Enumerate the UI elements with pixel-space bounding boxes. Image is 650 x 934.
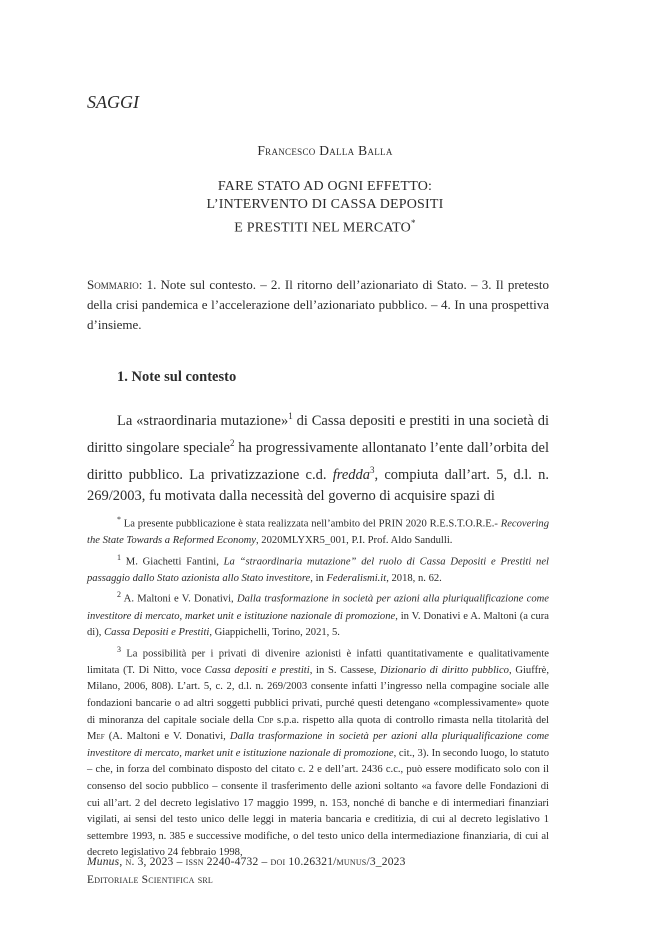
title-line-3	[0, 214, 650, 238]
footnote-text: , cit., 3). In secondo luogo, lo statuto – che, in forza del combinato disposto del citato c. 2 e dell’art. 2436 c.c., può essere modificato solo con il consenso del socio pubblico – consente il trasferimento delle azioni soltanto «a favore delle Fondazioni di cui all’art. 2 del decreto legislativo 17 maggio 1999, n. 153, nonché di banche e di intermediari finanziari vigilati, ai sensi del testo unico delle leggi in materia bancaria e creditizia, di cui al decreto legislativo 1 settembre 1993, n. 385 e successive modifiche, o del testo unico della intermediazione finanziaria, di cui al decreto legislativo 24 febbraio 1998,	[87, 747, 549, 859]
footnote-italic: Dizionario di diritto pubblico	[380, 664, 509, 676]
footnote-text: (A. Maltoni e V. Donativi,	[104, 731, 230, 743]
footnote-italic: Federalismi.it	[326, 572, 387, 584]
section-heading: 1. Note sul contesto	[117, 369, 237, 385]
body-segment: ha progressivamente allontanato l’ente dall’orbita del diritto pubblico. La privatizzazione c.d.	[87, 439, 549, 483]
footnote-text: M. Giachetti Fantini,	[121, 556, 224, 568]
footnote-italic: La “straordinaria mutazione” del ruolo di Cassa Depositi e Prestiti nel passaggio dallo Stato azionista allo Stato investitore	[87, 556, 549, 584]
footnote-italic: Dalla trasformazione in società per azioni alla pluriqualificazione come investitore di mercato, market unit e istituzione nazionale di promozione	[87, 593, 549, 622]
summary-label: Sommario	[87, 277, 139, 292]
footnote-text: A. Maltoni e V. Donativi,	[121, 593, 237, 605]
page-footer	[87, 853, 549, 889]
footnote-text: La presente pubblicazione è stata realizzata nell’ambito del PRIN 2020 R.E.S.T.O.R.E.-	[121, 518, 501, 530]
footnote-mark: 2	[117, 590, 121, 600]
footnote-ref-3[interactable]: 3	[370, 464, 375, 475]
footnote-text: La possibilità per i privati di divenire azionisti è infatti quantitativamente e qualitativamente limitata (T. Di Nitto, voce	[87, 648, 549, 676]
title-footnote-mark[interactable]: *	[410, 218, 416, 228]
footnote-acronym: Cdp	[257, 714, 274, 726]
section-label: SAGGI	[87, 92, 139, 112]
article-author: Francesco Dalla Balla	[257, 143, 393, 158]
footnote-ref-1[interactable]: 1	[288, 411, 293, 421]
footnote-acronym: Mef	[87, 731, 105, 743]
footnote-2	[87, 587, 549, 641]
footer-publisher: Editoriale Scientifica srl	[87, 874, 213, 886]
footnotes	[87, 512, 549, 862]
journal-issue: , n. 3, 2023 – issn 2240-4732 – doi 10.26321/munus/3_2023	[119, 856, 406, 868]
body-paragraph	[87, 405, 549, 507]
footnote-3	[87, 642, 549, 862]
footnote-italic: Recovering the State Towards a Reformed Economy	[87, 518, 549, 547]
article-title	[0, 178, 650, 238]
footnote-text: , Giappichelli, Torino, 2021, 5.	[209, 627, 340, 639]
footnote-text: , 2018, n. 62.	[386, 572, 442, 584]
summary-text: : 1. Note sul contesto. – 2. Il ritorno dell’azionariato di Stato. – 3. Il pretesto della crisi pandemica e l’accelerazione dell’azionariato pubblico. – 4. In una prospettiva d’insieme.	[87, 277, 549, 332]
footnote-1	[87, 550, 549, 588]
footnote-ref-2[interactable]: 2	[229, 437, 235, 448]
body-segment: La «straordinaria mutazione»	[117, 412, 289, 429]
footnote-text: , 2020MLYXR5_001, P.I. Prof. Aldo Sandulli.	[256, 535, 453, 547]
title-line-2: L’INTERVENTO DI CASSA DEPOSITI	[206, 197, 444, 212]
article-summary	[87, 275, 549, 335]
footnote-text: , in S. Cassese,	[309, 664, 381, 676]
journal-name: Munus	[87, 856, 120, 868]
title-line-1: FARE STATO AD OGNI EFFETTO:	[217, 179, 433, 194]
footnote-italic: Cassa depositi e prestiti	[204, 664, 310, 676]
body-italic-term: fredda	[332, 466, 371, 483]
footnote-star	[87, 512, 549, 550]
footnote-text: , in	[310, 572, 327, 584]
title-line-3-text: E PRESTITI NEL MERCATO	[234, 220, 411, 236]
footnote-mark: *	[117, 515, 121, 524]
footnote-text: , Giuffrè, Milano, 2006, 808). L’art. 5, c. 2, d.l. n. 269/2003 consente infatti l’ingresso nella compagine sociale alle fondazioni bancarie o ad altri soggetti pubblici privati, purché questi detengano «complessivamente» quote di minoranza del capitale sociale della	[87, 664, 549, 726]
footnote-text: , in V. Donativi e A. Maltoni (a cura di),	[87, 610, 550, 639]
footnote-italic: Dalla trasformazione in società per azioni alla pluriqualificazione come investitore di mercato, market unit e istituzione nazionale di promozione	[87, 731, 549, 759]
footnote-italic: Cassa Depositi e Prestiti	[104, 627, 210, 639]
body-segment: , compiuta dall’art. 5, d.l. n. 269/2003, fu motivata dalla necessità del governo di acquisire spazi di	[87, 466, 549, 505]
footnote-mark: 3	[117, 644, 121, 654]
body-segment: di Cassa depositi e prestiti in una società di diritto singolare speciale	[87, 412, 549, 456]
footnote-text: s.p.a. rispetto alla quota di controllo rimasta nella titolarità del	[273, 714, 550, 726]
footer-citation	[87, 853, 549, 871]
footnote-mark: 1	[117, 552, 121, 562]
body-text	[87, 405, 549, 507]
